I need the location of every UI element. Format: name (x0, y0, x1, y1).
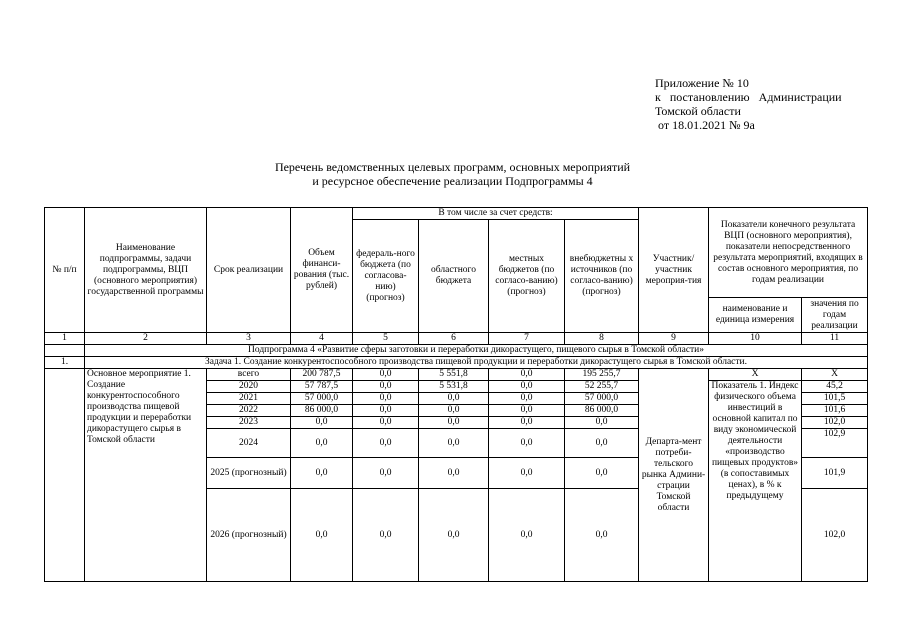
appendix-line: Приложение № 10 (655, 76, 749, 90)
task-row: Задача 1. Создание конкурентоспособного производства пищевой продукции и переработки дикорастущего сырья в Томской области. (85, 357, 868, 369)
row-extra: 0,0 (565, 417, 639, 429)
row-volume: 200 787,5 (291, 369, 353, 381)
row-term: 2025 (прогнозный) (207, 458, 291, 489)
row-regional: 0,0 (419, 429, 489, 458)
row-regional: 0,0 (419, 405, 489, 417)
task-number: 1. (45, 357, 85, 369)
row-federal: 0,0 (353, 381, 419, 393)
row-extra: 86 000,0 (565, 405, 639, 417)
header-local: местных бюджетов (по согласо-ванию) (прогноз) (489, 220, 565, 333)
appendix-line: от 18.01.2021 № 9а (655, 118, 755, 132)
row-local: 0,0 (489, 393, 565, 405)
row-extra: 0,0 (565, 458, 639, 489)
row-regional: 0,0 (419, 417, 489, 429)
indicator-name: Показатель 1. Индекс физического объема инвестиций в основной капитал по виду экономической деятельности «производство пищевых продуктов» (в сопоставимых ценах), в % к предыдущему (709, 381, 802, 582)
appendix-block (655, 76, 842, 132)
col-number: 7 (489, 333, 565, 345)
row-volume: 57 000,0 (291, 393, 353, 405)
row-extra: 52 255,7 (565, 381, 639, 393)
row-extra: 0,0 (565, 489, 639, 582)
col-number: 10 (709, 333, 802, 345)
row-volume: 0,0 (291, 489, 353, 582)
col-number: 1 (45, 333, 85, 345)
row-federal: 0,0 (353, 458, 419, 489)
row-local: 0,0 (489, 458, 565, 489)
row-term: 2026 (прогнозный) (207, 489, 291, 582)
header-regional: областного бюджета (419, 220, 489, 333)
header-name: Наименование подпрограммы, задачи подпрограммы, ВЦП (основного мероприятия) государственной программы (85, 208, 207, 333)
row-regional: 5 551,8 (419, 369, 489, 381)
row-regional: 0,0 (419, 458, 489, 489)
document-title (0, 160, 905, 188)
row-volume: 86 000,0 (291, 405, 353, 417)
col-number: 9 (639, 333, 709, 345)
row-federal: 0,0 (353, 429, 419, 458)
row-volume: 0,0 (291, 429, 353, 458)
row-local: 0,0 (489, 369, 565, 381)
row-term: 2020 (207, 381, 291, 393)
header-term: Срок реализации (207, 208, 291, 333)
program-table (44, 207, 868, 582)
row-term: всего (207, 369, 291, 381)
row-volume: 0,0 (291, 458, 353, 489)
appendix-line: к постановлению Администрации (655, 90, 842, 104)
header-federal: федераль-ного бюджета (по согласова-нию) (прогноз) (353, 220, 419, 333)
row-local: 0,0 (489, 489, 565, 582)
row-extra: 0,0 (565, 429, 639, 458)
row-volume: 0,0 (291, 417, 353, 429)
row-federal: 0,0 (353, 369, 419, 381)
subprogram-row: Подпрограмма 4 «Развитие сферы заготовки и переработки дикорастущего, пищевого сырья в Томской области» (85, 345, 868, 357)
row-federal: 0,0 (353, 393, 419, 405)
appendix-line: Томской области (655, 104, 741, 118)
indicator-value: 102,0 (802, 417, 868, 429)
title-line-1: Перечень ведомственных целевых программ, основных мероприятий (274, 160, 631, 174)
indicator-value: 101,5 (802, 393, 868, 405)
row-term: 2024 (207, 429, 291, 458)
row-volume: 57 787,5 (291, 381, 353, 393)
indicator-value: 101,9 (802, 458, 868, 489)
col-number: 3 (207, 333, 291, 345)
row-federal: 0,0 (353, 417, 419, 429)
header-indicators: Показатели конечного результата ВЦП (основного мероприятия), показатели непосредственного результата мероприятий, входящих в состав основного мероприятия, по годам реализации (709, 208, 868, 298)
col-number: 8 (565, 333, 639, 345)
event-name: Основное мероприятие 1. Создание конкурентоспособного производства пищевой продукции и переработки дикорастущего сырья в Томской области (85, 369, 207, 582)
row-federal: 0,0 (353, 489, 419, 582)
row-term: 2021 (207, 393, 291, 405)
col-number: 11 (802, 333, 868, 345)
x-mark: Х (709, 369, 802, 381)
col-number: 6 (419, 333, 489, 345)
header-num: № п/п (45, 208, 85, 333)
row-local: 0,0 (489, 429, 565, 458)
x-mark: Х (802, 369, 868, 381)
indicator-value: 102,0 (802, 489, 868, 582)
indicator-value: 45,2 (802, 381, 868, 393)
row-local: 0,0 (489, 405, 565, 417)
row-term: 2023 (207, 417, 291, 429)
row-federal: 0,0 (353, 405, 419, 417)
row-term: 2022 (207, 405, 291, 417)
participant: Департа-мент потреби-тельского рынка Админи-страции Томской области (639, 369, 709, 582)
row-extra: 57 000,0 (565, 393, 639, 405)
col-number: 2 (85, 333, 207, 345)
header-extra: внебюджетны х источников (по согласо-ванию) (прогноз) (565, 220, 639, 333)
row-regional: 5 531,8 (419, 381, 489, 393)
row-regional: 0,0 (419, 489, 489, 582)
row-local: 0,0 (489, 417, 565, 429)
col-number: 4 (291, 333, 353, 345)
header-participant: Участник/ участник мероприя-тия (639, 208, 709, 333)
header-ind-values: значения по годам реализации (802, 298, 868, 333)
indicator-value: 102,9 (802, 429, 868, 458)
header-ind-name: наименование и единица измерения (709, 298, 802, 333)
title-line-2: и ресурсное обеспечение реализации Подпрограммы 4 (312, 174, 593, 188)
header-volume: Объем финанси-рования (тыс. рублей) (291, 208, 353, 333)
row-local: 0,0 (489, 381, 565, 393)
col-number: 5 (353, 333, 419, 345)
row-regional: 0,0 (419, 393, 489, 405)
header-including: В том числе за счет средств: (353, 208, 639, 220)
row-extra: 195 255,7 (565, 369, 639, 381)
indicator-value: 101,6 (802, 405, 868, 417)
